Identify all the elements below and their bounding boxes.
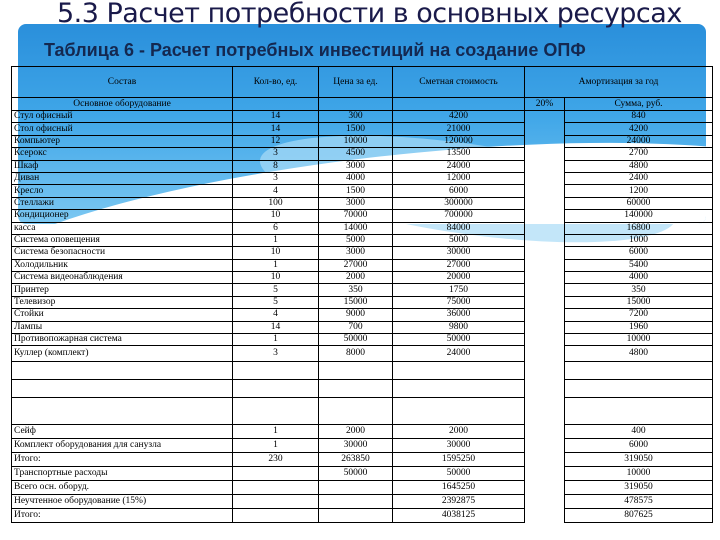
estimated-cost: 300000 (393, 197, 525, 209)
empty-cell (525, 398, 565, 425)
item-name: Ксерокс (12, 148, 233, 160)
table-row (12, 172, 713, 184)
depreciation-sum: 10000 (565, 334, 713, 346)
depreciation-sum: 2700 (565, 148, 713, 160)
table-row (12, 259, 713, 271)
rate-cell (525, 453, 565, 467)
table-row (12, 495, 713, 509)
unit-price: 300 (319, 111, 393, 123)
table-row (12, 185, 713, 197)
estimated-cost: 24000 (393, 346, 525, 362)
table-header-row (12, 67, 713, 98)
table-row (12, 439, 713, 453)
quantity: 4 (233, 309, 319, 321)
item-name: Стул офисный (12, 111, 233, 123)
item-name: Итого: (12, 453, 233, 467)
estimated-cost: 75000 (393, 296, 525, 308)
depreciation-rate: 20% (525, 98, 565, 111)
depreciation-sum: 400 (565, 425, 713, 439)
item-name: Система видеонаблюдения (12, 272, 233, 284)
estimated-cost: 24000 (393, 160, 525, 172)
table-row (12, 321, 713, 333)
table-row (12, 160, 713, 172)
item-name: Неучтенное оборудование (15%) (12, 495, 233, 509)
estimated-cost: 4038125 (393, 509, 525, 523)
estimated-cost: 13500 (393, 148, 525, 160)
rate-cell (525, 272, 565, 284)
unit-price: 27000 (319, 259, 393, 271)
empty-cell (12, 362, 233, 380)
rate-cell (525, 123, 565, 135)
depreciation-sum: 6000 (565, 247, 713, 259)
depreciation-sum: 350 (565, 284, 713, 296)
depreciation-sum: 10000 (565, 467, 713, 481)
unit-price (319, 509, 393, 523)
header-cost: Сметная стоимость (393, 67, 525, 98)
table-row (12, 453, 713, 467)
rate-cell (525, 111, 565, 123)
depreciation-sum: 7200 (565, 309, 713, 321)
empty-cell (565, 362, 713, 380)
item-name: Сейф (12, 425, 233, 439)
sum-header: Сумма, руб. (565, 98, 713, 111)
quantity (233, 509, 319, 523)
empty-cell (393, 398, 525, 425)
unit-price: 10000 (319, 135, 393, 147)
item-name: Транспортные расходы (12, 467, 233, 481)
rate-cell (525, 234, 565, 246)
quantity: 8 (233, 160, 319, 172)
table-row (12, 425, 713, 439)
empty-cell (233, 362, 319, 380)
quantity: 12 (233, 135, 319, 147)
rate-cell (525, 160, 565, 172)
unit-price: 1500 (319, 185, 393, 197)
unit-price: 3000 (319, 160, 393, 172)
depreciation-sum: 1000 (565, 234, 713, 246)
item-name: Принтер (12, 284, 233, 296)
item-name: Противопожарная система (12, 334, 233, 346)
quantity: 1 (233, 259, 319, 271)
depreciation-sum: 2400 (565, 172, 713, 184)
item-name: Стол офисный (12, 123, 233, 135)
rate-cell (525, 334, 565, 346)
depreciation-sum: 319050 (565, 453, 713, 467)
unit-price: 2000 (319, 425, 393, 439)
item-name: Лампы (12, 321, 233, 333)
item-name: Стойки (12, 309, 233, 321)
depreciation-sum: 5400 (565, 259, 713, 271)
blank-row (12, 398, 713, 425)
table-row (12, 309, 713, 321)
unit-price: 50000 (319, 334, 393, 346)
rate-cell (525, 346, 565, 362)
estimated-cost: 120000 (393, 135, 525, 147)
rate-cell (525, 210, 565, 222)
depreciation-sum: 15000 (565, 296, 713, 308)
quantity: 10 (233, 247, 319, 259)
rate-cell (525, 135, 565, 147)
unit-price: 15000 (319, 296, 393, 308)
depreciation-sum: 16800 (565, 222, 713, 234)
estimated-cost: 1750 (393, 284, 525, 296)
quantity: 14 (233, 123, 319, 135)
estimated-cost: 4200 (393, 111, 525, 123)
depreciation-sum: 4800 (565, 160, 713, 172)
estimated-cost: 21000 (393, 123, 525, 135)
table-row (12, 509, 713, 523)
depreciation-sum: 140000 (565, 210, 713, 222)
table-row (12, 197, 713, 209)
quantity: 14 (233, 111, 319, 123)
header-depreciation: Амортизация за год (525, 67, 713, 98)
rate-cell (525, 481, 565, 495)
unit-price (319, 495, 393, 509)
table-row (12, 481, 713, 495)
item-name: Всего осн. оборуд. (12, 481, 233, 495)
table-row (12, 234, 713, 246)
estimated-cost: 2392875 (393, 495, 525, 509)
unit-price: 1500 (319, 123, 393, 135)
table-row (12, 272, 713, 284)
blank-row (12, 362, 713, 380)
depreciation-sum: 4800 (565, 346, 713, 362)
quantity: 230 (233, 453, 319, 467)
unit-price: 4000 (319, 172, 393, 184)
rate-cell (525, 148, 565, 160)
item-name: Кресло (12, 185, 233, 197)
estimated-cost: 30000 (393, 247, 525, 259)
item-name: Стеллажи (12, 197, 233, 209)
depreciation-sum: 807625 (565, 509, 713, 523)
unit-price: 8000 (319, 346, 393, 362)
empty-cell (233, 398, 319, 425)
empty-cell (319, 362, 393, 380)
depreciation-sum: 840 (565, 111, 713, 123)
quantity: 3 (233, 172, 319, 184)
estimated-cost: 36000 (393, 309, 525, 321)
table-row (12, 123, 713, 135)
quantity: 3 (233, 346, 319, 362)
quantity: 10 (233, 272, 319, 284)
table-row (12, 210, 713, 222)
item-name: Система безопасности (12, 247, 233, 259)
table-row (12, 296, 713, 308)
depreciation-sum: 1960 (565, 321, 713, 333)
rate-cell (525, 495, 565, 509)
estimated-cost: 5000 (393, 234, 525, 246)
estimated-cost: 50000 (393, 334, 525, 346)
item-name: Система оповещения (12, 234, 233, 246)
unit-price: 3000 (319, 247, 393, 259)
empty-cell (393, 380, 525, 398)
rate-cell (525, 509, 565, 523)
table-subheader-row (12, 98, 713, 111)
item-name: Куллер (комплект) (12, 346, 233, 362)
depreciation-sum: 60000 (565, 197, 713, 209)
unit-price: 30000 (319, 439, 393, 453)
table-row (12, 247, 713, 259)
empty-cell (525, 380, 565, 398)
quantity: 5 (233, 284, 319, 296)
table-row (12, 334, 713, 346)
rate-cell (525, 172, 565, 184)
estimated-cost: 2000 (393, 425, 525, 439)
quantity: 1 (233, 234, 319, 246)
table-row (12, 148, 713, 160)
empty-cell (393, 98, 525, 111)
item-name: Диван (12, 172, 233, 184)
unit-price: 2000 (319, 272, 393, 284)
empty-cell (233, 98, 319, 111)
empty-cell (233, 380, 319, 398)
empty-cell (565, 398, 713, 425)
item-name: Телевизор (12, 296, 233, 308)
rate-cell (525, 467, 565, 481)
empty-cell (12, 398, 233, 425)
depreciation-sum: 478575 (565, 495, 713, 509)
item-name: Шкаф (12, 160, 233, 172)
header-composition: Состав (12, 67, 233, 98)
empty-cell (319, 98, 393, 111)
estimated-cost: 9800 (393, 321, 525, 333)
rate-cell (525, 222, 565, 234)
depreciation-sum: 4200 (565, 123, 713, 135)
empty-cell (565, 380, 713, 398)
empty-cell (319, 398, 393, 425)
unit-price: 14000 (319, 222, 393, 234)
estimated-cost: 27000 (393, 259, 525, 271)
depreciation-sum: 4000 (565, 272, 713, 284)
quantity: 14 (233, 321, 319, 333)
rate-cell (525, 296, 565, 308)
depreciation-sum: 24000 (565, 135, 713, 147)
depreciation-sum: 319050 (565, 481, 713, 495)
quantity: 6 (233, 222, 319, 234)
investment-table (11, 66, 713, 523)
header-price: Цена за ед. (319, 67, 393, 98)
unit-price: 700 (319, 321, 393, 333)
slide-title: 5.3 Расчет потребности в основных ресурсах (57, 0, 682, 29)
quantity (233, 467, 319, 481)
quantity: 3 (233, 148, 319, 160)
blank-row (12, 380, 713, 398)
rate-cell (525, 185, 565, 197)
table-row (12, 284, 713, 296)
depreciation-sum: 1200 (565, 185, 713, 197)
rate-cell (525, 439, 565, 453)
estimated-cost: 1645250 (393, 481, 525, 495)
header-quantity: Кол-во, ед. (233, 67, 319, 98)
empty-cell (393, 362, 525, 380)
quantity: 1 (233, 425, 319, 439)
estimated-cost: 50000 (393, 467, 525, 481)
unit-price: 70000 (319, 210, 393, 222)
item-name: Компьютер (12, 135, 233, 147)
item-name: Холодильник (12, 259, 233, 271)
rate-cell (525, 247, 565, 259)
unit-price: 9000 (319, 309, 393, 321)
item-name: касса (12, 222, 233, 234)
empty-cell (319, 380, 393, 398)
item-name: Комплект оборудования для санузла (12, 439, 233, 453)
table-row (12, 222, 713, 234)
rate-cell (525, 321, 565, 333)
empty-cell (525, 362, 565, 380)
rate-cell (525, 425, 565, 439)
depreciation-sum: 6000 (565, 439, 713, 453)
rate-cell (525, 197, 565, 209)
estimated-cost: 6000 (393, 185, 525, 197)
empty-cell (12, 380, 233, 398)
estimated-cost: 30000 (393, 439, 525, 453)
table-caption: Таблица 6 - Расчет потребных инвестиций на создание ОПФ (44, 40, 586, 60)
quantity: 100 (233, 197, 319, 209)
estimated-cost: 700000 (393, 210, 525, 222)
table-row (12, 346, 713, 362)
subheader-label: Основное оборудование (12, 98, 233, 111)
quantity: 5 (233, 296, 319, 308)
unit-price: 4500 (319, 148, 393, 160)
unit-price: 3000 (319, 197, 393, 209)
quantity: 10 (233, 210, 319, 222)
rate-cell (525, 259, 565, 271)
estimated-cost: 12000 (393, 172, 525, 184)
item-name: Кондиционер (12, 210, 233, 222)
rate-cell (525, 284, 565, 296)
unit-price (319, 481, 393, 495)
table-row (12, 135, 713, 147)
unit-price: 350 (319, 284, 393, 296)
unit-price: 5000 (319, 234, 393, 246)
table-row (12, 467, 713, 481)
table-row (12, 111, 713, 123)
unit-price: 263850 (319, 453, 393, 467)
estimated-cost: 1595250 (393, 453, 525, 467)
quantity: 4 (233, 185, 319, 197)
quantity (233, 495, 319, 509)
quantity: 1 (233, 334, 319, 346)
rate-cell (525, 309, 565, 321)
unit-price: 50000 (319, 467, 393, 481)
quantity (233, 481, 319, 495)
estimated-cost: 84000 (393, 222, 525, 234)
quantity: 1 (233, 439, 319, 453)
estimated-cost: 20000 (393, 272, 525, 284)
item-name: Итого: (12, 509, 233, 523)
